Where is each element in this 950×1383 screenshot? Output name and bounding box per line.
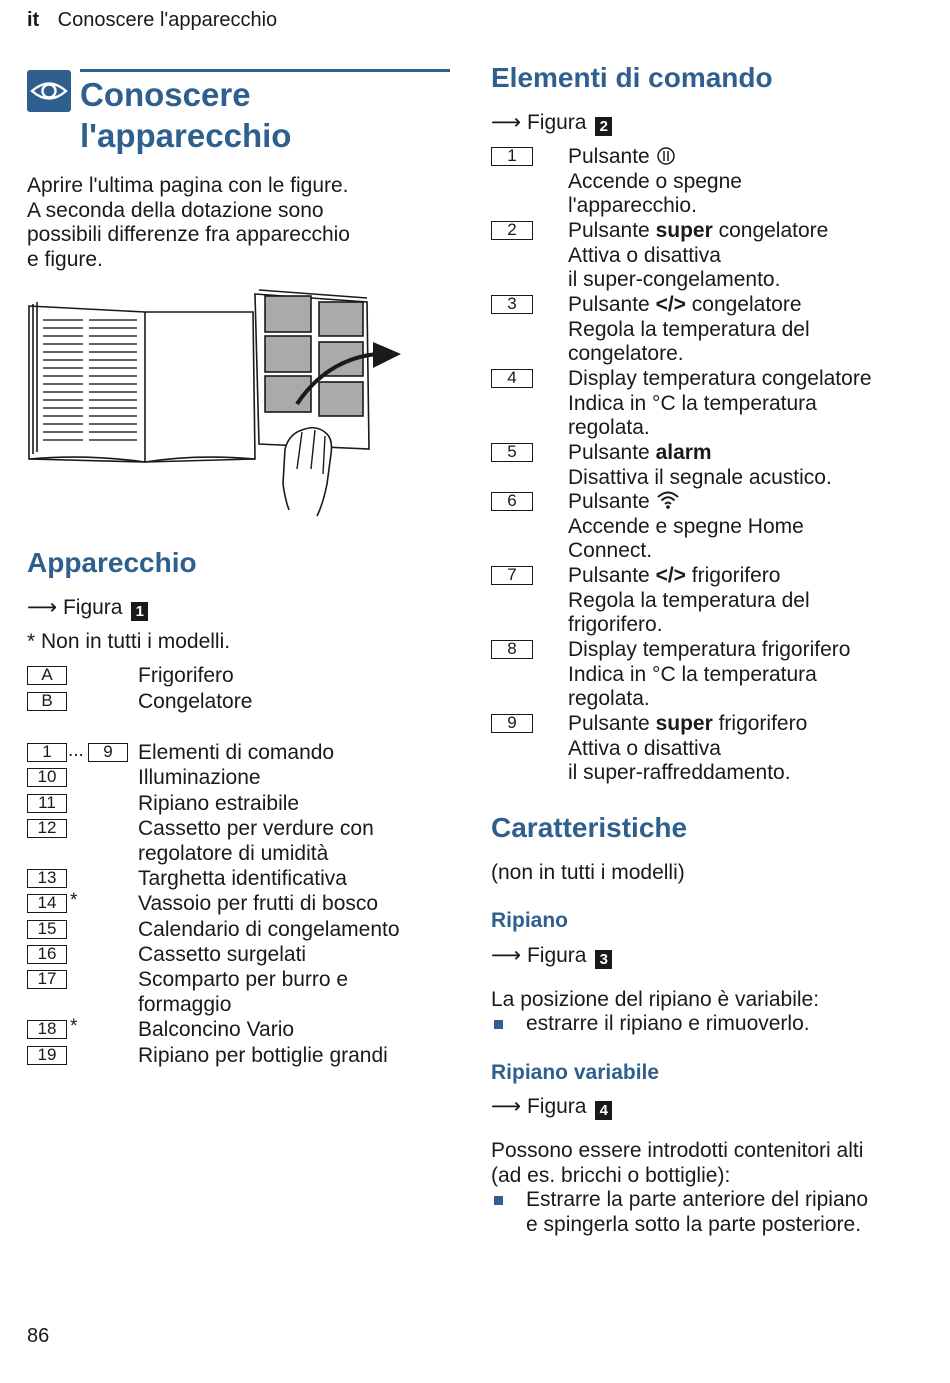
- key-box: 9: [491, 714, 533, 733]
- section-title-rule: [80, 69, 450, 72]
- optional-star: *: [70, 1016, 78, 1037]
- key-box: 18: [27, 1020, 67, 1039]
- key-box: 4: [491, 369, 533, 388]
- control-item: Pulsante super congelatore Attiva o disattiva il super-congelamento.: [568, 219, 829, 291]
- booklet-illustration: [27, 284, 407, 524]
- list-item-label: Congelatore: [138, 690, 253, 713]
- comandi-title: Elementi di comando: [491, 62, 773, 93]
- ripiano-variabile-bullet: Estrarre la parte anteriore del ripiano e spingerla sotto la parte posteriore.: [526, 1188, 869, 1236]
- list-item-label: Ripiano estraibile: [138, 792, 300, 815]
- key-box: 1: [491, 147, 533, 166]
- key-box: 11: [27, 794, 67, 813]
- key-box: 7: [491, 566, 533, 585]
- figure-badge: 4: [595, 1101, 612, 1120]
- ripiano-title: Ripiano: [491, 909, 568, 932]
- control-item: Pulsante Accende e spegne Home Connect.: [568, 490, 804, 562]
- list-item-label: Targhetta identificativa: [138, 867, 347, 890]
- ripiano-variabile-text: Possono essere introdotti contenitori alti (ad es. bricchi o bottiglie):: [491, 1139, 864, 1187]
- key-box: 16: [27, 945, 67, 964]
- list-item-label: Illuminazione: [138, 766, 261, 789]
- key-box: 12: [27, 819, 67, 838]
- header-lang: it: [27, 9, 40, 31]
- bullet-marker: [494, 1196, 503, 1205]
- control-item: Pulsante alarm Disattiva il segnale acustico.: [568, 441, 832, 489]
- arrow-right-icon: ⟶: [491, 1095, 522, 1118]
- ripiano-figure-ref: ⟶ Figura 3: [491, 944, 612, 969]
- list-item-label: Cassetto surgelati: [138, 943, 307, 966]
- key-box: 8: [491, 640, 533, 659]
- control-item: Pulsante </> frigorifero Regola la temperatura del frigorifero.: [568, 564, 810, 636]
- section-title: Conoscere l'apparecchio: [80, 76, 292, 154]
- key-box: 15: [27, 920, 67, 939]
- wifi-icon: [656, 490, 680, 510]
- control-item: Pulsante Accende o spegne l'apparecchio.: [568, 145, 742, 217]
- caratteristiche-title: Caratteristiche: [491, 812, 688, 843]
- power-icon: [656, 146, 676, 166]
- key-box: 14: [27, 894, 67, 913]
- list-item-label: Ripiano per bottiglie grandi: [138, 1044, 388, 1067]
- arrow-right-icon: ⟶: [27, 596, 58, 619]
- header-title: Conoscere l'apparecchio: [57, 9, 278, 31]
- list-item-label: Elementi di comando: [138, 741, 335, 764]
- control-item: Display temperatura frigorifero Indica in °C la temperatura regolata.: [568, 638, 851, 710]
- key-box: 10: [27, 768, 67, 787]
- key-box: 3: [491, 295, 533, 314]
- list-item-label: Calendario di congelamento: [138, 918, 400, 941]
- arrow-right-icon: ⟶: [491, 944, 522, 967]
- ripiano-bullet: estrarre il ripiano e rimuoverlo.: [526, 1012, 810, 1035]
- section-icon-box: [27, 70, 71, 112]
- eye-icon: [27, 70, 71, 112]
- control-item: Pulsante super frigorifero Attiva o disattiva il super-raffreddamento.: [568, 712, 808, 784]
- page-number: 86: [27, 1325, 50, 1347]
- key-box: 9: [88, 743, 128, 762]
- control-item: Pulsante </> congelatore Regola la temperatura del congelatore.: [568, 293, 810, 365]
- list-item-label: Vassoio per frutti di bosco: [138, 892, 379, 915]
- optional-star: *: [70, 890, 78, 911]
- key-box: 17: [27, 970, 67, 989]
- key-box: 13: [27, 869, 67, 888]
- comandi-figure-ref: ⟶ Figura 2: [491, 111, 612, 136]
- intro-text: Aprire l'ultima pagina con le figure. A seconda della dotazione sono possibili differenze fra apparecchio e figure.: [27, 174, 350, 271]
- page-header: [27, 9, 277, 32]
- apparecchio-title: Apparecchio: [27, 547, 197, 578]
- figure-badge: 2: [595, 117, 612, 136]
- apparecchio-figure-ref: ⟶ Figura 1: [27, 596, 148, 621]
- key-box: 6: [491, 492, 533, 511]
- list-item-label: Scomparto per burro e formaggio: [138, 968, 349, 1016]
- figure-badge: 1: [131, 602, 148, 621]
- key-box: 2: [491, 221, 533, 240]
- key-box: A: [27, 666, 67, 685]
- range-separator: ...: [68, 740, 84, 761]
- bullet-marker: [494, 1020, 503, 1029]
- figure-badge: 3: [595, 950, 612, 969]
- arrow-right-icon: ⟶: [491, 111, 522, 134]
- list-item-label: Frigorifero: [138, 664, 234, 687]
- list-item-label: Balconcino Vario: [138, 1018, 295, 1041]
- ripiano-text: La posizione del ripiano è variabile:: [491, 988, 820, 1011]
- key-box: 1: [27, 743, 67, 762]
- list-item-label: Cassetto per verdure con regolatore di umidità: [138, 817, 374, 865]
- key-box: 5: [491, 443, 533, 462]
- key-box: B: [27, 692, 67, 711]
- caratteristiche-note: (non in tutti i modelli): [491, 861, 685, 884]
- ripiano-variabile-title: Ripiano variabile: [491, 1061, 660, 1084]
- key-box: 19: [27, 1046, 67, 1065]
- ripiano-variabile-figure-ref: ⟶ Figura 4: [491, 1095, 612, 1120]
- apparecchio-note: * Non in tutti i modelli.: [27, 630, 231, 653]
- control-item: Display temperatura congelatore Indica in °C la temperatura regolata.: [568, 367, 872, 439]
